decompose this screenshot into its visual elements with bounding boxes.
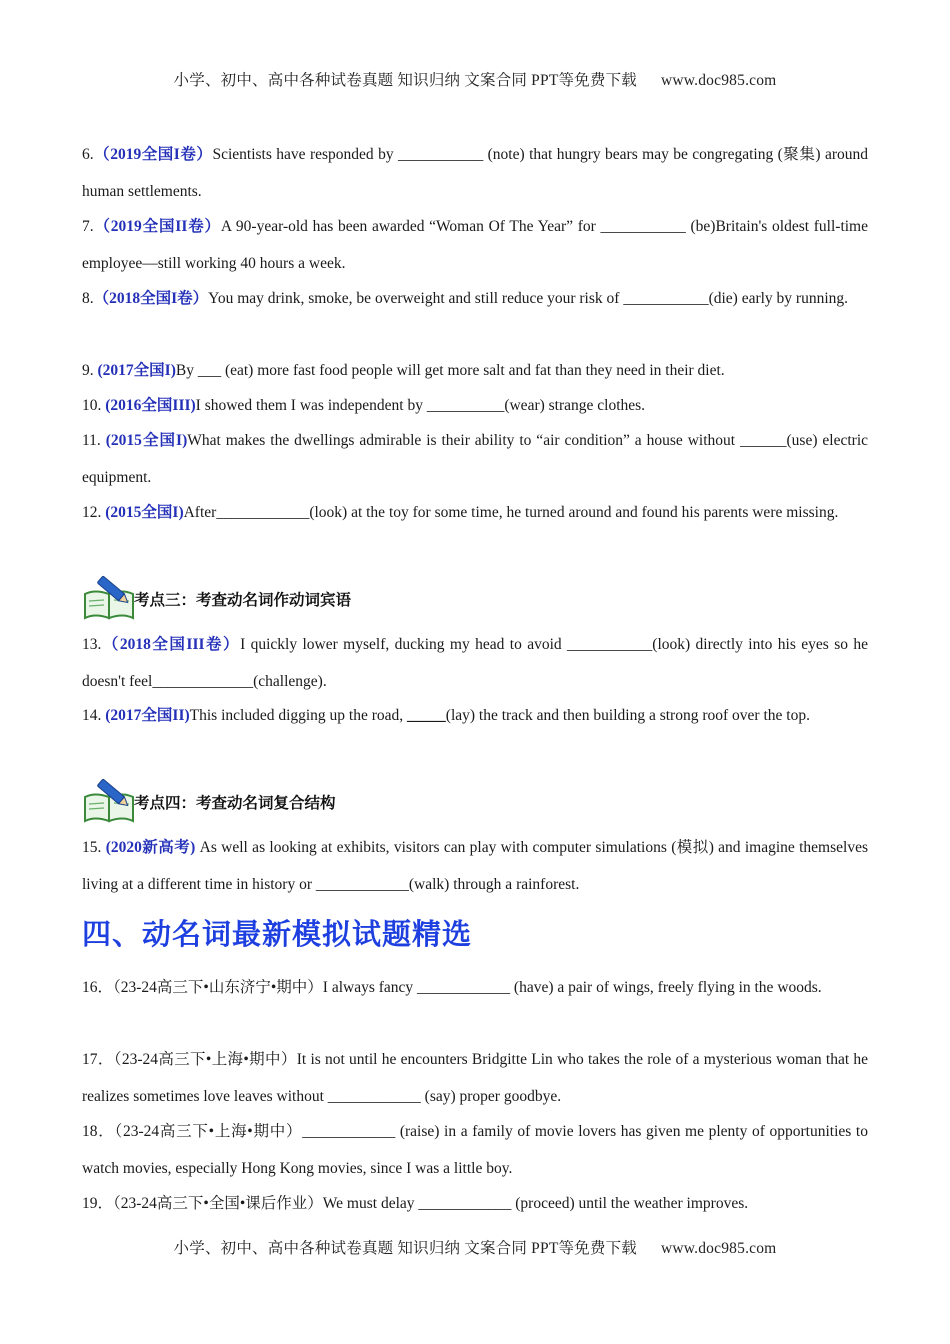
answer-blank: ___________ [600, 218, 686, 235]
question-text: (eat) more fast food people will get more salt and fat than they need in their diet. [221, 362, 725, 379]
question-text: (wear) strange clothes. [504, 397, 646, 414]
answer-blank: _____________ [152, 672, 254, 690]
answer-blank: ___________ [567, 636, 653, 653]
question-number: 13. [82, 636, 102, 653]
question-number: 18． [82, 1123, 115, 1140]
question-number: 6. [82, 146, 94, 163]
kaodian-label: 考点四：考查动名词复合结构 [134, 794, 336, 812]
question-source: （2018全国I卷） [93, 290, 209, 307]
answer-blank: _____ [407, 707, 446, 724]
question-source: （23-24高三下•上海•期中） [113, 1051, 297, 1068]
question-17 [82, 1042, 868, 1115]
question-18 [82, 1114, 868, 1187]
question-text: This included digging up the road, [189, 707, 408, 724]
question-text: (have) a pair of wings, freely flying in the woods. [510, 979, 822, 996]
question-number: 16． [82, 979, 114, 996]
question-text: (look) directly into his eyes so he doesn't feel [82, 636, 868, 690]
question-text: (say) proper goodbye. [420, 1087, 562, 1105]
question-text: (walk) through a rainforest. [408, 875, 580, 893]
question-text: (challenge). [253, 672, 327, 690]
answer-blank: ____________ [315, 875, 409, 893]
question-13 [82, 627, 868, 700]
question-text: (proceed) until the weather improves. [511, 1195, 749, 1212]
question-10 [82, 388, 868, 425]
question-text: As well as looking at exhibits, visitors can play with computer simulations (模拟) and imagine themselves living at a different time in history or [82, 839, 868, 893]
header-text: 小学、初中、高中各种试卷真题 知识归纳 文案合同 PPT等免费下载 [173, 72, 637, 89]
answer-blank: ___________ [623, 290, 709, 307]
question-number: 10. [82, 397, 106, 414]
answer-blank: ___ [197, 362, 222, 379]
answer-blank: ____________ [327, 1087, 421, 1105]
question-text: (die) early by running. [708, 290, 849, 307]
question-14 [82, 698, 868, 735]
question-7 [82, 209, 868, 282]
question-source: (2017全国II) [105, 707, 190, 724]
question-text: It is not until he encounters Bridgitte Lin who takes the role of a mysterious woman that he realizes sometimes love leaves without [82, 1051, 868, 1105]
question-source: （2019全国I卷） [93, 146, 213, 163]
page-header [0, 68, 950, 90]
question-text: (be)Britain's oldest full-time employee—still working 40 hours a week. [82, 218, 868, 272]
question-number: 17． [82, 1051, 114, 1068]
question-text: I quickly lower myself, ducking my head to avoid [240, 636, 568, 653]
answer-blank: __________ [426, 397, 505, 414]
question-source: (2020新高考) [105, 839, 196, 856]
question-source: (2017全国I) [97, 362, 176, 379]
kaodian-3-heading [82, 572, 482, 612]
answer-blank: ___________ [397, 146, 484, 163]
question-number: 9. [82, 362, 98, 379]
question-text: We must delay [322, 1195, 419, 1212]
question-text: (lay) the track and then building a strong roof over the top. [445, 707, 810, 724]
answer-blank: ______ [740, 432, 787, 449]
answer-blank: ____________ [216, 504, 310, 521]
question-text: (use) electric equipment. [82, 432, 869, 486]
footer-text: 小学、初中、高中各种试卷真题 知识归纳 文案合同 PPT等免费下载 [173, 1240, 637, 1257]
answer-blank: ____________ [302, 1123, 396, 1140]
question-text: You may drink, smoke, be overweight and still reduce your risk of [208, 290, 624, 307]
question-source: (2016全国III) [105, 397, 196, 414]
question-text: (note) that hungry bears may be congregating (聚集) around human settlements. [82, 146, 868, 200]
kaodian-label: 考点三：考查动名词作动词宾语 [134, 591, 352, 609]
question-number: 11. [82, 432, 106, 449]
book-pencil-icon [82, 775, 138, 823]
answer-blank: ____________ [417, 979, 511, 996]
question-text: By [175, 362, 198, 379]
book-pencil-icon [82, 572, 138, 620]
footer-site: www.doc985.com [660, 1240, 777, 1257]
kaodian-4-heading [82, 775, 482, 815]
question-source: （23-24高三下•上海•期中） [114, 1123, 303, 1140]
question-number: 15. [82, 839, 106, 856]
section-heading: 四、动名词最新模拟试题精选 [82, 917, 473, 951]
question-source: (2015全国I) [105, 504, 184, 521]
question-text: (look) at the toy for some time, he turned around and found his parents were missing. [309, 504, 839, 521]
question-source: （2018全国III卷） [101, 636, 241, 653]
question-source: （23-24高三下•全国•课后作业） [113, 1195, 323, 1212]
question-11 [82, 423, 868, 496]
question-number: 7. [82, 218, 94, 235]
header-site: www.doc985.com [660, 72, 777, 89]
question-19 [82, 1186, 868, 1223]
question-text: After [183, 504, 217, 521]
question-12 [82, 495, 868, 532]
question-number: 12. [82, 504, 106, 521]
question-6 [82, 137, 868, 210]
question-number: 19． [82, 1195, 114, 1212]
question-source: （23-24高三下•山东济宁•期中） [113, 979, 323, 996]
question-9 [82, 353, 868, 390]
question-source: (2015全国I) [105, 432, 188, 449]
question-text: What makes the dwellings admirable is their ability to “air condition” a house without [187, 432, 740, 449]
question-source: （2019全国II卷） [93, 218, 221, 235]
question-text: A 90-year-old has been awarded “Woman Of The Year” for [220, 218, 601, 235]
page-footer [0, 1236, 950, 1258]
question-8 [82, 281, 868, 318]
question-16 [82, 970, 868, 1007]
question-15 [82, 830, 868, 903]
answer-blank: ____________ [418, 1195, 512, 1212]
question-number: 8. [82, 290, 94, 307]
question-text: I showed them I was independent by [195, 397, 427, 414]
question-text: (raise) in a family of movie lovers has given me plenty of opportunities to watch movies, especially Hong Kong movies, since I was a little boy. [82, 1123, 868, 1177]
question-text: I always fancy [322, 979, 418, 996]
question-text: Scientists have responded by [212, 146, 398, 163]
question-number: 14. [82, 707, 106, 724]
